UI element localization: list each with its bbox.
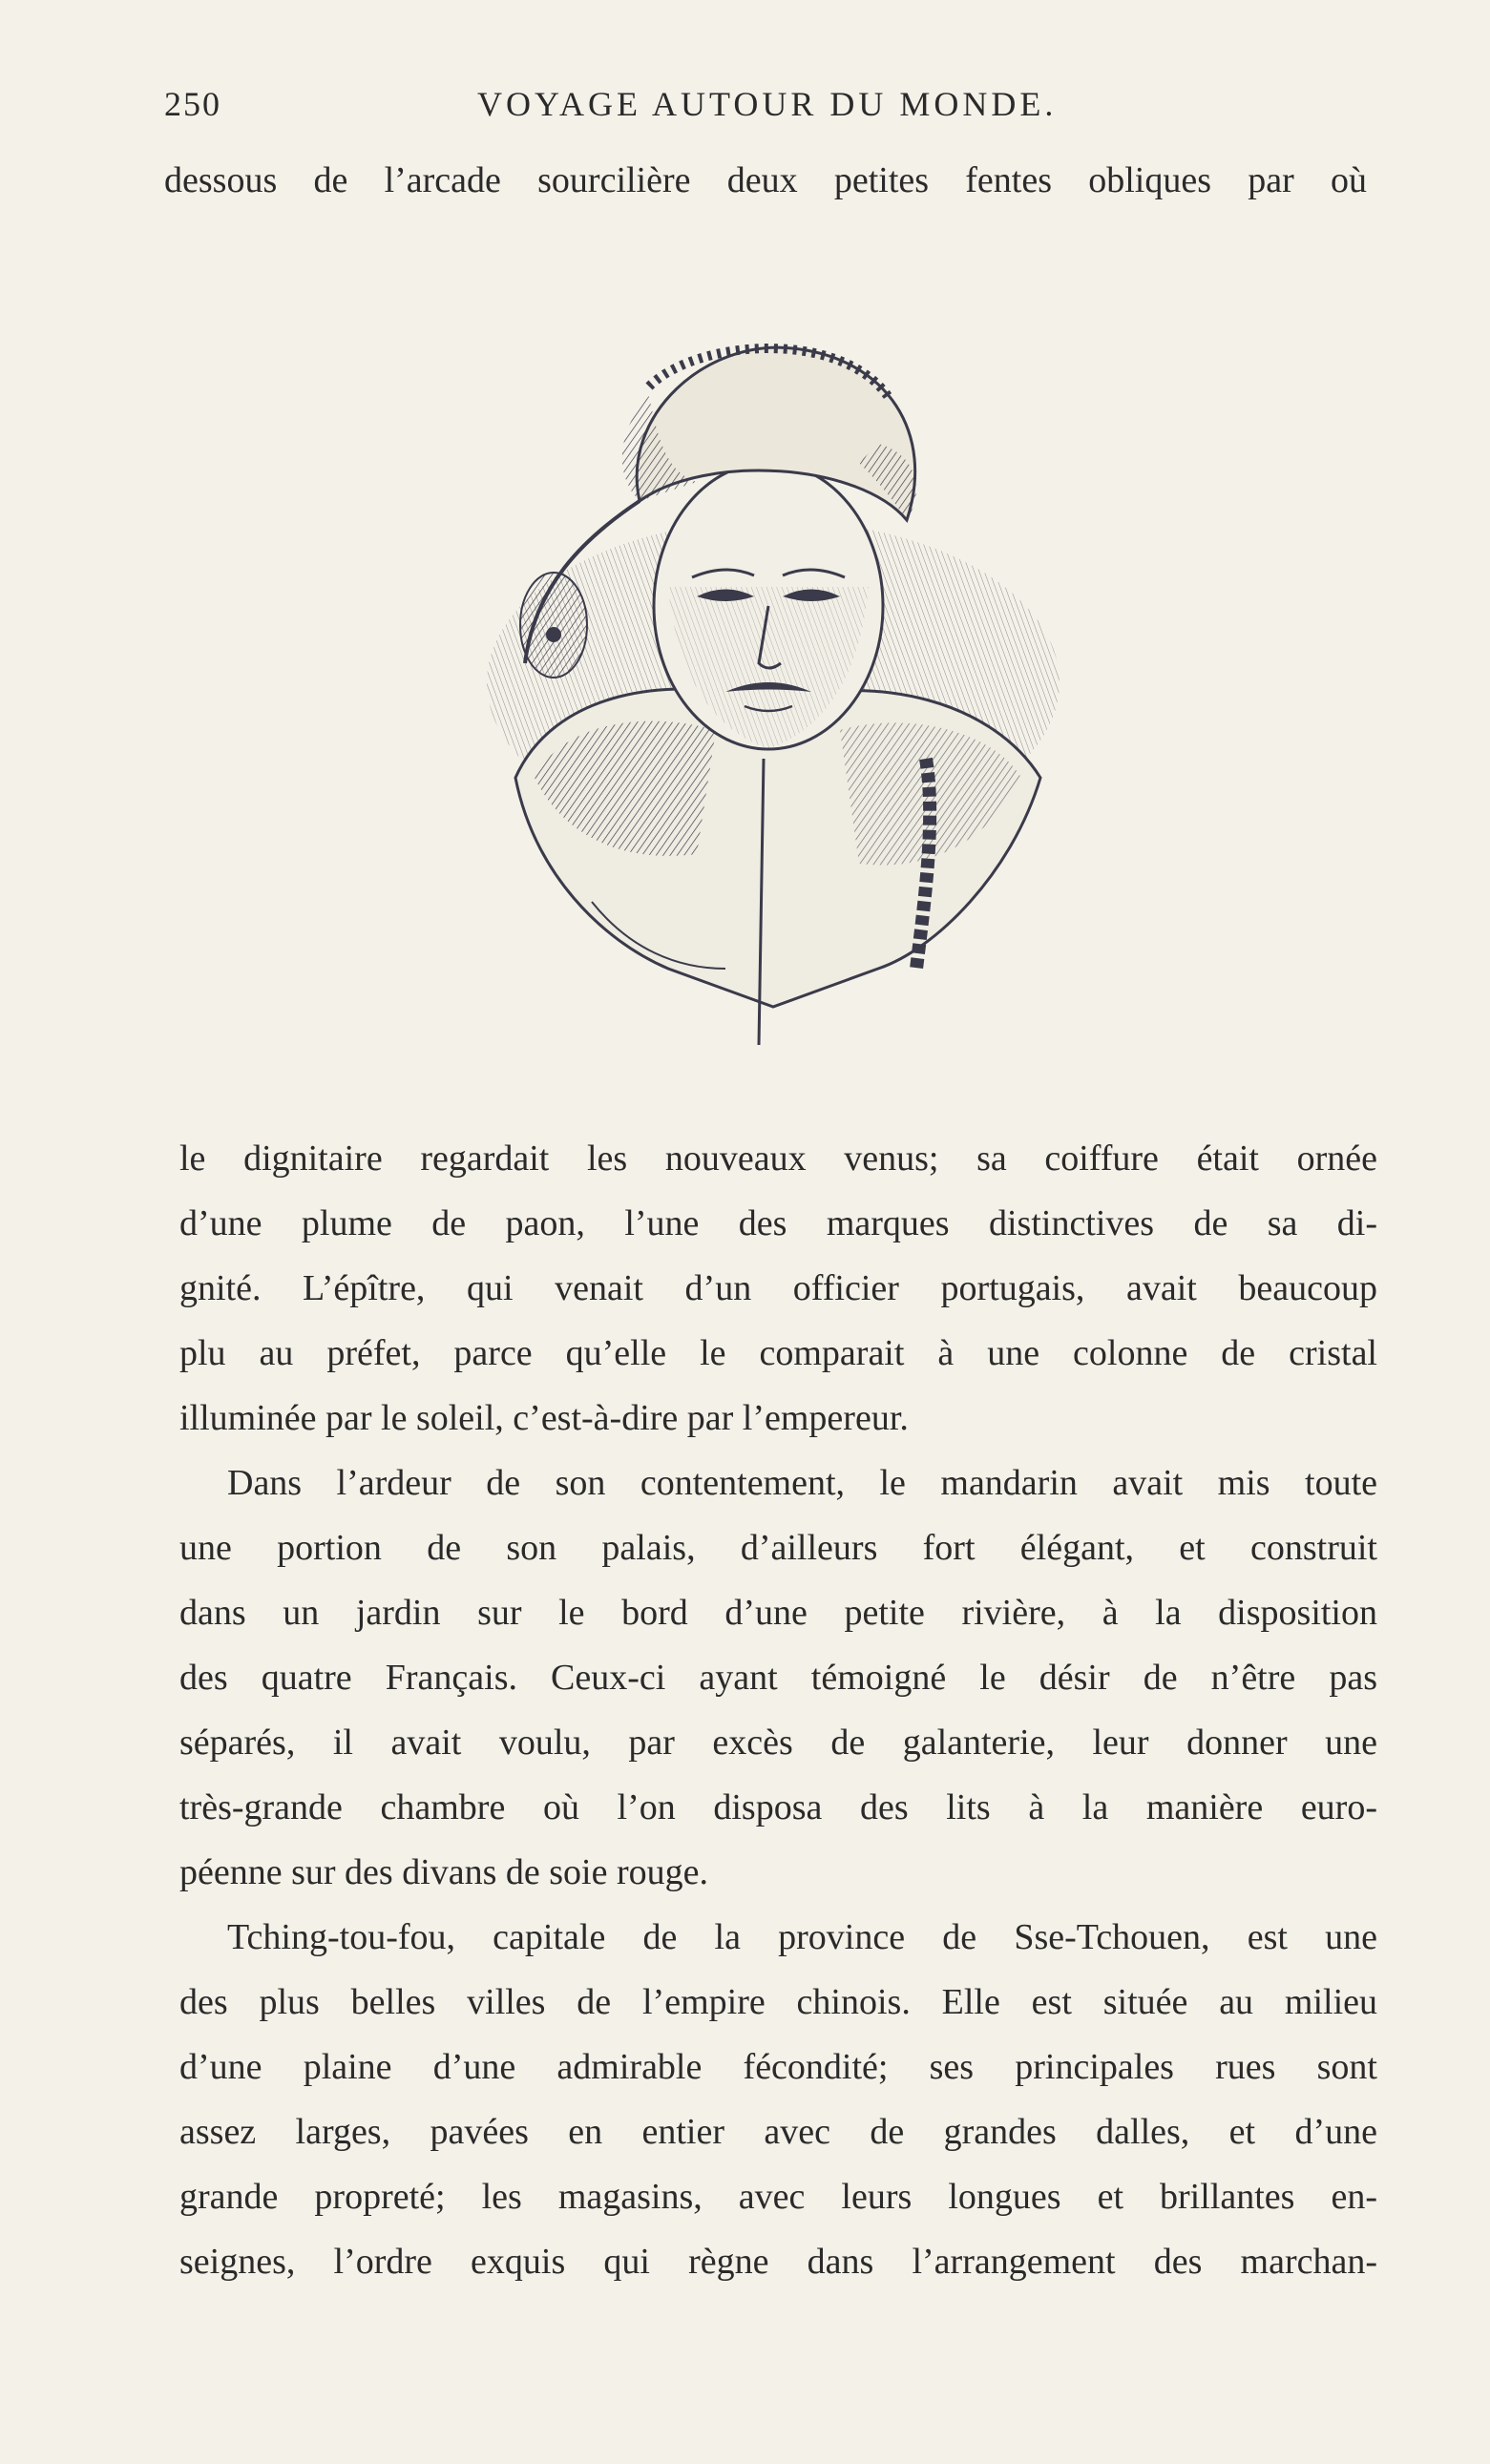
text-line: illuminée par le soleil, c’est-à-dire par l’empereur. (179, 1398, 909, 1438)
text-line: grande propreté; les magasins, avec leurs longues et brillantes en- (179, 2177, 1377, 2217)
opening-line: dessous de l’arcade sourcilière deux petites fentes obliques par où (164, 160, 1367, 200)
text-line: d’une plaine d’une admirable fécondité; ses principales rues sont (179, 2047, 1377, 2087)
text-line: plu au préfet, parce qu’elle le comparait à une colonne de cristal (179, 1333, 1377, 1373)
paragraph-1 (179, 1126, 1377, 1451)
paragraph-2 (179, 1451, 1377, 1905)
body-text (179, 1126, 1377, 2294)
text-line: Tching-tou-fou, capitale de la province de Sse-Tchouen, est une (227, 1917, 1377, 1957)
running-head: VOYAGE AUTOUR DU MONDE. (477, 85, 1058, 123)
paragraph-3 (179, 1905, 1377, 2294)
text-line: une portion de son palais, d’ailleurs fort élégant, et construit (179, 1528, 1377, 1568)
text-line: seignes, l’ordre exquis qui règne dans l’arrangement des marchan- (179, 2242, 1377, 2282)
text-line: gnité. L’épître, qui venait d’un officier portugais, avait beaucoup (179, 1268, 1377, 1308)
page-number: 250 (164, 85, 221, 123)
text-line: d’une plume de paon, l’une des marques distinctives de sa di- (179, 1203, 1377, 1243)
text-line: séparés, il avait voulu, par excès de galanterie, leur donner une (179, 1723, 1377, 1763)
text-line: très-grande chambre où l’on disposa des lits à la manière euro- (179, 1787, 1377, 1827)
portrait-engraving-icon (477, 282, 1069, 1045)
text-line: dans un jardin sur le bord d’une petite rivière, à la disposition (179, 1593, 1377, 1633)
text-line: le dignitaire regardait les nouveaux venus; sa coiffure était ornée (179, 1138, 1377, 1179)
page-header (153, 84, 1365, 130)
text-line: Dans l’ardeur de son contentement, le mandarin avait mis toute (227, 1463, 1377, 1503)
text-line: assez larges, pavées en entier avec de grandes dalles, et d’une (179, 2112, 1377, 2152)
text-line: des quatre Français. Ceux-ci ayant témoigné le désir de n’être pas (179, 1658, 1377, 1698)
text-line: des plus belles villes de l’empire chinois. Elle est située au milieu (179, 1982, 1377, 2022)
text-line: péenne sur des divans de soie rouge. (179, 1852, 709, 1892)
